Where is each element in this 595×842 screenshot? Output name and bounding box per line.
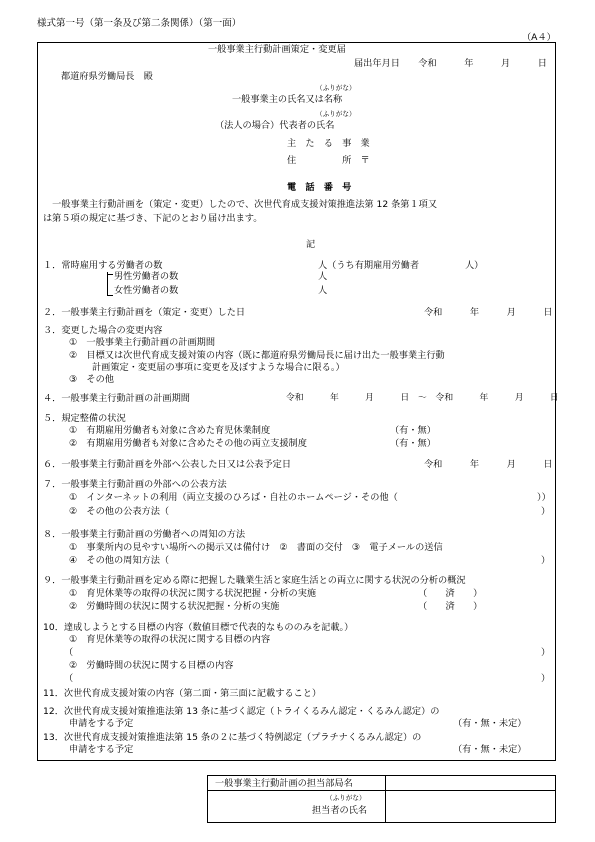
item7-option1: ① インターネットの利用（両立支援のひろば・自社のホームページ・その他（ xyxy=(69,492,398,503)
contact-table-col-divider xyxy=(385,775,386,823)
representative-label: （法人の場合）代表者の氏名 xyxy=(215,120,335,131)
item8-label: ８．一般事業主行動計画の労働者への周知の方法 xyxy=(43,529,246,540)
item7-option1-end: ）） xyxy=(537,492,551,503)
item8-option1: ① 事業所内の見やすい場所への掲示又は備付け ② 書面の交付 ③ 電子メールの送信 xyxy=(69,542,443,553)
item13-line2: 申請をする予定 xyxy=(69,744,134,755)
item5-option2-value: （有・無） xyxy=(390,438,436,449)
item2-label: ２．一般事業主行動計画を（策定・変更）した日 xyxy=(43,307,246,318)
contact-furigana: （ふりがな） xyxy=(326,794,366,802)
item10-option1: ① 育児休業等の取得の状況に関する目標の内容 xyxy=(69,634,271,645)
contact-dept-label: 一般事業主行動計画の担当部局名 xyxy=(215,778,353,789)
addressee: 都道府県労働局長 殿 xyxy=(61,71,153,82)
item1-female: 女性労働者の数 xyxy=(114,285,179,296)
paper-size-label: （A４） xyxy=(522,32,556,43)
item4-label: ４．一般事業主行動計画の計画期間 xyxy=(43,393,190,404)
item10-paren-close-2: ） xyxy=(541,673,551,684)
main-business-label: 主 た る 事 業 xyxy=(287,138,370,149)
item5-label: ５．規定整備の状況 xyxy=(43,413,126,424)
item7-label: ７．一般事業主行動計画の外部への公表方法 xyxy=(43,479,227,490)
phone-label: 電 話 番 号 xyxy=(287,182,352,193)
item7-option2-end: ） xyxy=(541,506,551,517)
item7-option2: ② その他の公表方法（ xyxy=(69,506,170,517)
intro-line-1: 一般事業主行動計画を（策定・変更）したので、次世代育成支援対策推進法第 12 条第１項又 xyxy=(43,199,438,210)
item12-value: （有・無・未定） xyxy=(453,718,527,729)
item1-female-unit: 人 xyxy=(318,285,328,296)
item9-option1: ① 育児休業等の取得の状況に関する状況把握・分析の実施 xyxy=(69,588,317,599)
employer-name-label: 一般事業主の氏名又は名称 xyxy=(232,94,343,105)
item13-value: （有・無・未定） xyxy=(453,744,527,755)
furigana-representative: （ふりがな） xyxy=(316,110,356,118)
address-label: 住 所 〒 xyxy=(287,155,370,166)
item1-label: １．常時雇用する労働者の数 xyxy=(43,260,163,271)
item2-date: 令和 年 月 日 xyxy=(424,307,553,318)
item9-option1-value: （ 済 ） xyxy=(418,588,483,599)
item1-value: 人（うち有期雇用労働者 人） xyxy=(318,260,484,271)
item10-paren-open-2: （ xyxy=(64,673,74,684)
item9-option2-value: （ 済 ） xyxy=(418,601,483,612)
document-title: 一般事業主行動計画策定・変更届 xyxy=(208,44,346,55)
item8-option4: ④ その他の周知方法（ xyxy=(69,555,170,566)
item5-option1: ① 有期雇用労働者も対象に含めた育児休業制度 xyxy=(69,425,271,436)
item6-date: 令和 年 月 日 xyxy=(424,459,553,470)
form-title: 様式第一号（第一条及び第二条関係）（第一面） xyxy=(37,18,242,29)
ki-heading: 記 xyxy=(306,239,316,250)
furigana-employer: （ふりがな） xyxy=(316,84,356,92)
item10-paren-close-1: ） xyxy=(541,647,551,658)
intro-line-2: は第５項の規定に基づき、下記のとおり届け出ます。 xyxy=(43,213,263,224)
contact-person-label: 担当者の氏名 xyxy=(312,805,368,816)
item5-option1-value: （有・無） xyxy=(390,425,436,436)
item8-option4-end: ） xyxy=(541,555,551,566)
item10-option2: ② 労働時間の状況に関する目標の内容 xyxy=(69,660,234,671)
item3-option2-line1: ② 目標又は次世代育成支援対策の内容（既に都道府県労働局長に届け出た一般事業主行動 xyxy=(69,350,445,361)
contact-dept-field[interactable] xyxy=(387,776,554,789)
item1-male-unit: 人 xyxy=(318,271,328,282)
item11-label: 11．次世代育成支援対策の内容（第二面・第三面に記載すること） xyxy=(43,688,322,699)
item9-label: ９．一般事業主行動計画を定める際に把握した職業生活と家庭生活との両立に関する状況の分析の概況 xyxy=(43,575,466,586)
item9-option2: ② 労働時間の状況に関する状況把握・分析の実施 xyxy=(69,601,280,612)
contact-table-row-divider xyxy=(207,790,556,791)
item5-option2: ② 有期雇用労働者も対象に含めたその他の両立支援制度 xyxy=(69,438,307,449)
contact-person-field[interactable] xyxy=(387,792,554,822)
item13-line1: 13．次世代育成支援対策推進法第 15 条の２に基づく特例認定（プラチナくるみん認定）の xyxy=(43,732,422,743)
item3-option3: ③ その他 xyxy=(69,374,114,385)
item10-label: 10．達成しようとする目標の内容（数値目標で代表的なもののみを記載。） xyxy=(43,622,354,633)
filing-date: 届出年月日 令和 年 月 日 xyxy=(354,58,547,69)
item12-line2: 申請をする予定 xyxy=(69,718,134,729)
item4-period: 令和 年 月 日 ～ 令和 年 月 日 xyxy=(286,393,559,403)
item1-bracket xyxy=(107,272,108,296)
item3-label: ３．変更した場合の変更内容 xyxy=(43,325,163,336)
item6-label: ６．一般事業主行動計画を外部へ公表した日又は公表予定日 xyxy=(43,459,292,470)
item1-male: 男性労働者の数 xyxy=(114,271,179,282)
item3-option1: ① 一般事業主行動計画の計画期間 xyxy=(69,337,216,348)
item1-bracket-top xyxy=(107,274,113,275)
item12-line1: 12．次世代育成支援対策推進法第 13 条に基づく認定（トライくるみん認定・くるみん認定）の xyxy=(43,706,440,717)
item10-paren-open-1: （ xyxy=(64,647,74,658)
item1-bracket-bottom xyxy=(107,295,113,296)
item3-option2-line2: 計画策定・変更届の事項に変更を及ぼすような場合に限る。） xyxy=(92,362,345,373)
